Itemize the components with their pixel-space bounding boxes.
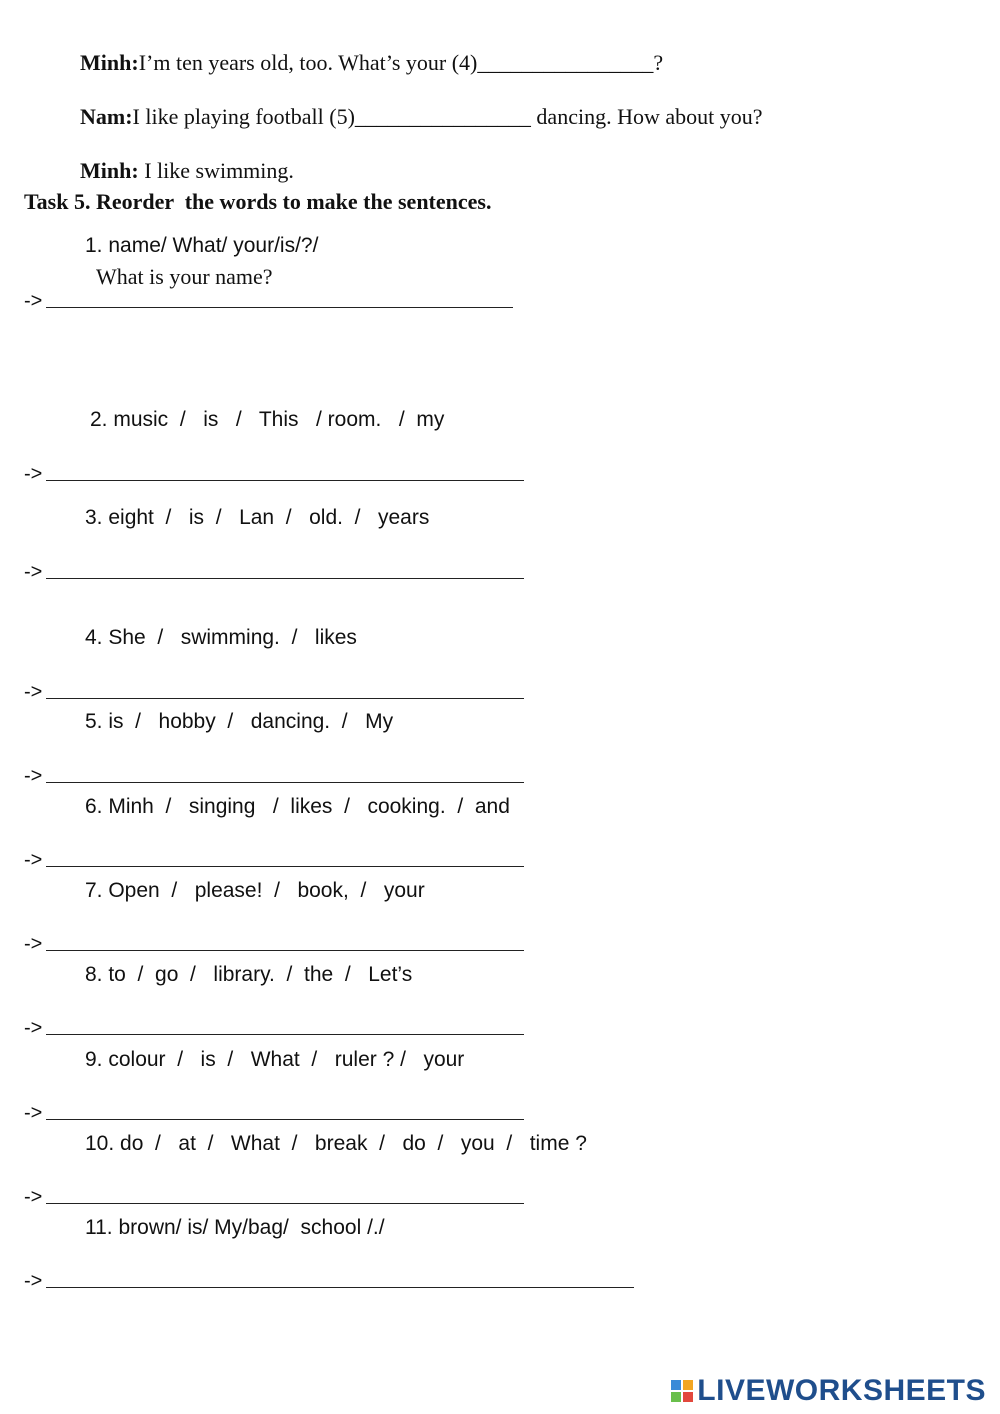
item-prompt-3: 3. eight / is / Lan / old. / years <box>85 506 430 529</box>
item-prompt-11: 11. brown/ is/ My/bag/ school /./ <box>85 1216 385 1239</box>
answer-line-2[interactable] <box>46 480 524 481</box>
answer-line-9[interactable] <box>46 1119 524 1120</box>
answer-arrow: -> <box>24 1270 43 1292</box>
answer-line-3[interactable] <box>46 578 524 579</box>
answer-arrow: -> <box>24 681 43 703</box>
answer-arrow: -> <box>24 1102 43 1124</box>
speaker-label: Nam: <box>80 104 133 129</box>
item-answer-text-1[interactable]: What is your name? <box>96 264 273 289</box>
speaker-label: Minh: <box>80 158 139 183</box>
answer-line-6[interactable] <box>46 866 524 867</box>
dialogue-line-minh-1 <box>69 30 663 74</box>
item-prompt-8: 8. to / go / library. / the / Let’s <box>85 963 413 986</box>
dialogue-line-minh-2 <box>69 138 294 182</box>
answer-arrow: -> <box>24 1186 43 1208</box>
answer-arrow: -> <box>24 463 43 485</box>
answer-arrow: -> <box>24 765 43 787</box>
answer-line-5[interactable] <box>46 782 524 783</box>
item-prompt-9: 9. colour / is / What / ruler ? / your <box>85 1048 465 1071</box>
answer-arrow: -> <box>24 290 43 312</box>
item-prompt-5: 5. is / hobby / dancing. / My <box>85 710 394 733</box>
logo-square <box>683 1380 693 1390</box>
answer-arrow: -> <box>24 933 43 955</box>
dialogue-text: I’m ten years old, too. What’s your (4)________________? <box>138 50 664 75</box>
logo-text: LIVEWORKSHEETS <box>697 1374 986 1407</box>
item-prompt-7: 7. Open / please! / book, / your <box>85 879 425 902</box>
logo-square <box>671 1380 681 1390</box>
task-title: Task 5. Reorder the words to make the sentences. <box>24 189 492 214</box>
item-prompt-4: 4. She / swimming. / likes <box>85 626 357 649</box>
item-prompt-2: 2. music / is / This / room. / my <box>90 408 445 431</box>
answer-line-10[interactable] <box>46 1203 524 1204</box>
answer-line-4[interactable] <box>46 698 524 699</box>
answer-arrow: -> <box>24 561 43 583</box>
dialogue-text: I like playing football (5)________________ dancing. How about you? <box>132 104 763 129</box>
answer-line-11[interactable] <box>46 1287 634 1288</box>
answer-line-1[interactable] <box>46 307 513 308</box>
answer-arrow: -> <box>24 849 43 871</box>
logo-grid-icon <box>671 1380 693 1402</box>
logo-square <box>671 1392 681 1402</box>
answer-arrow: -> <box>24 1017 43 1039</box>
logo-square <box>683 1392 693 1402</box>
item-prompt-6: 6. Minh / singing / likes / cooking. / and <box>85 795 510 818</box>
answer-line-7[interactable] <box>46 950 524 951</box>
speaker-label: Minh: <box>80 50 139 75</box>
dialogue-line-nam <box>69 84 763 128</box>
dialogue-text: I like swimming. <box>138 158 294 183</box>
item-prompt-1: 1. name/ What/ your/is/?/ <box>85 234 319 257</box>
item-prompt-10: 10. do / at / What / break / do / you / time ? <box>85 1132 587 1155</box>
liveworksheets-logo <box>671 1376 986 1406</box>
answer-line-8[interactable] <box>46 1034 524 1035</box>
